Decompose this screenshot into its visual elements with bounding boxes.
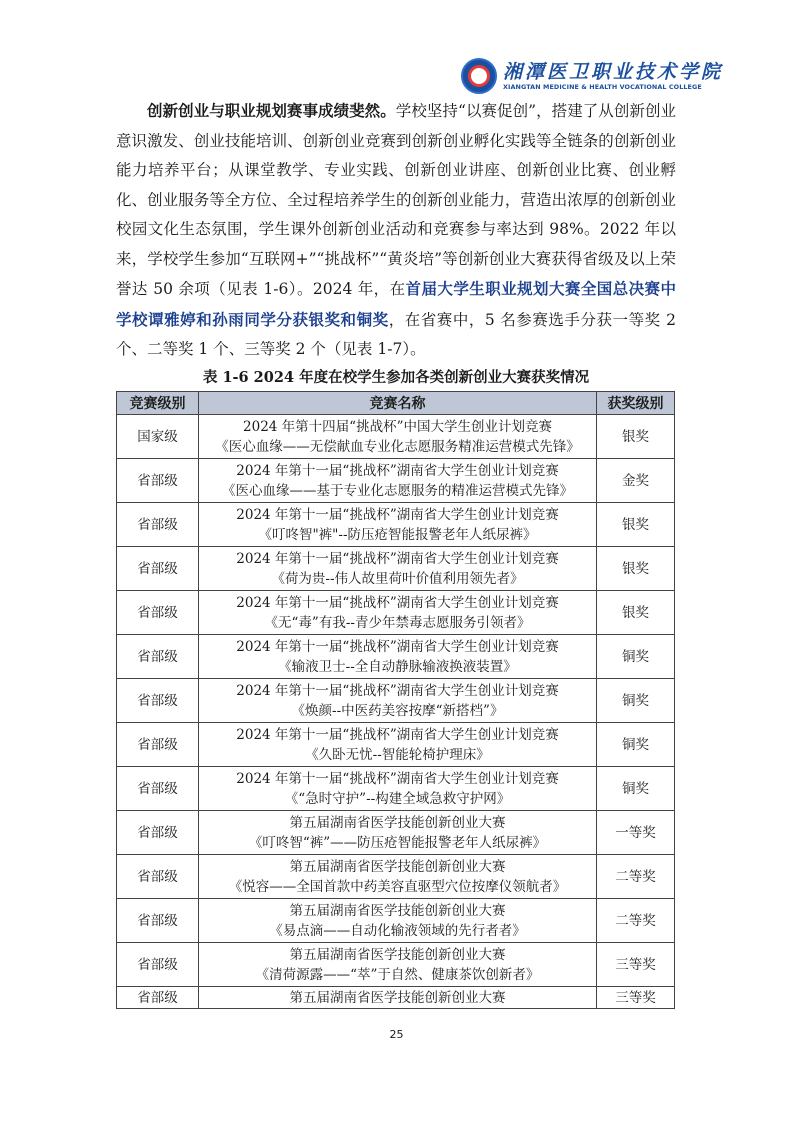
cell-competition	[199, 547, 597, 591]
cell-award: 铜奖	[597, 679, 675, 723]
cell-level: 省部级	[117, 459, 199, 503]
cell-competition	[199, 635, 597, 679]
table-row	[117, 459, 675, 503]
cell-level: 省部级	[117, 811, 199, 855]
table-row	[117, 943, 675, 987]
table-row	[117, 899, 675, 943]
project-name: 《“急时守护”--构建全域急救守护网》	[284, 790, 511, 807]
project-name: 《医心血缘——无偿献血专业化志愿服务精准运营模式先锋》	[215, 438, 580, 455]
table-caption: 表 1-6 2024 年度在校学生参加各类创新创业大赛获奖情况	[202, 369, 590, 386]
table-row	[117, 591, 675, 635]
competition-name: 2024 年第十一届“挑战杯”湖南省大学生创业计划竞赛	[236, 770, 559, 787]
competition-name: 第五届湖南省医学技能创新创业大赛	[289, 989, 506, 1006]
page-number: 25	[389, 1028, 404, 1041]
project-name: 《清荷源露——“萃”于自然、健康茶饮创新者》	[255, 966, 540, 983]
paragraph-text-2: ，在省赛中，5 名参赛选手分获一等奖 2 个、二等奖 1 个、三等奖 2 个（见表 1-7）。	[116, 310, 676, 358]
table-row	[117, 855, 675, 899]
cell-competition	[199, 767, 597, 811]
cell-level: 省部级	[117, 547, 199, 591]
cell-level: 省部级	[117, 767, 199, 811]
cell-level: 省部级	[117, 723, 199, 767]
table-row	[117, 503, 675, 547]
project-name: 《叮咚智“裤”——防压疮智能报警老年人纸尿裤》	[248, 834, 547, 851]
cell-award: 一等奖	[597, 811, 675, 855]
cell-award: 银奖	[597, 503, 675, 547]
project-name: 《悦容——全国首款中药美容直驱型穴位按摩仪领航者》	[228, 878, 567, 895]
cell-competition	[199, 503, 597, 547]
paragraph-text-1: 学校坚持“以赛促创”，搭建了从创新创业意识激发、创业技能培训、创新创业竞赛到创新创业孵化实践等全链条的创新创业能力培养平台；从课堂教学、专业实践、创新创业讲座、创新创业比赛、创业孵化、创业服务等全方位、全过程培养学生的创新创业能力，营造出浓厚的创新创业校园文化生态氛围，学生课外创新创业活动和竞赛参与率达到 98%。2022 年以来，学校学生参加“互联网+”“挑战杯”“黄炎培”等创新创业大赛获得省级及以上荣誉达 50 余项（见表 1-6）。2024 年，在	[116, 102, 676, 298]
header-competition: 竞赛名称	[199, 392, 597, 415]
table-row	[117, 635, 675, 679]
cell-level: 省部级	[117, 503, 199, 547]
header-award: 获奖级别	[597, 392, 675, 415]
cell-competition	[199, 723, 597, 767]
competition-name: 2024 年第十一届“挑战杯”湖南省大学生创业计划竞赛	[236, 726, 559, 743]
cell-competition	[199, 899, 597, 943]
header-logo	[461, 58, 723, 94]
cell-award: 银奖	[597, 415, 675, 459]
cell-award: 二等奖	[597, 899, 675, 943]
cell-competition	[199, 459, 597, 503]
cell-competition	[199, 679, 597, 723]
project-name: 《输液卫士--全自动静脉输液换液装置》	[278, 658, 517, 675]
competition-name: 2024 年第十四届“挑战杯”中国大学生创业计划竞赛	[243, 418, 552, 435]
cell-award: 铜奖	[597, 635, 675, 679]
cell-level: 省部级	[117, 591, 199, 635]
cell-award: 二等奖	[597, 855, 675, 899]
cell-award: 三等奖	[597, 987, 675, 1009]
project-name: 《无“毒”有我--青少年禁毒志愿服务引领者》	[264, 614, 531, 631]
table-row	[117, 679, 675, 723]
project-name: 《医心血缘——基于专业化志愿服务的精准运营模式先锋》	[222, 482, 573, 499]
cell-competition	[199, 591, 597, 635]
cell-level: 省部级	[117, 679, 199, 723]
cell-competition	[199, 811, 597, 855]
table-row	[117, 415, 675, 459]
cell-award: 银奖	[597, 547, 675, 591]
table-row	[117, 723, 675, 767]
cell-competition	[199, 987, 597, 1009]
school-name-en: XIANGTAN MEDICINE & HEALTH VOCATIONAL COLLEGE	[502, 82, 702, 91]
competition-name: 第五届湖南省医学技能创新创业大赛	[289, 946, 506, 963]
cell-competition	[199, 855, 597, 899]
cell-award: 银奖	[597, 591, 675, 635]
cell-level: 省部级	[117, 635, 199, 679]
header-level: 竞赛级别	[117, 392, 199, 415]
cell-award: 三等奖	[597, 943, 675, 987]
cell-award: 铜奖	[597, 767, 675, 811]
cell-award: 铜奖	[597, 723, 675, 767]
project-name: 《荷为贵--伟人故里荷叶价值利用领先者》	[271, 570, 524, 587]
competition-name: 2024 年第十一届“挑战杯”湖南省大学生创业计划竞赛	[236, 682, 559, 699]
project-name: 《叮咚智"裤"--防压疮智能报警老年人纸尿裤》	[258, 526, 537, 543]
cell-level: 国家级	[117, 415, 199, 459]
cell-competition	[199, 943, 597, 987]
table-header-row	[117, 392, 675, 415]
table-row	[117, 811, 675, 855]
cell-level: 省部级	[117, 855, 199, 899]
project-name: 《易点滴——自动化输液领域的先行者者》	[269, 922, 526, 939]
competition-name: 2024 年第十一届“挑战杯”湖南省大学生创业计划竞赛	[236, 594, 559, 611]
paragraph-highlight: 首届大学生职业规划大赛全国总决赛中学校谭雅婷和孙雨同学分获银奖和铜奖	[116, 279, 676, 329]
school-name-cn: 湘潭医卫职业技术学院	[502, 60, 723, 83]
body-paragraph	[116, 96, 676, 365]
competition-name: 2024 年第十一届“挑战杯”湖南省大学生创业计划竞赛	[236, 550, 559, 567]
competition-name: 2024 年第十一届“挑战杯”湖南省大学生创业计划竞赛	[236, 506, 559, 523]
competition-name: 第五届湖南省医学技能创新创业大赛	[289, 814, 506, 831]
project-name: 《久卧无忧--智能轮椅护理床》	[305, 746, 490, 763]
awards-table	[116, 391, 675, 1009]
competition-name: 2024 年第十一届“挑战杯”湖南省大学生创业计划竞赛	[236, 638, 559, 655]
cell-level: 省部级	[117, 943, 199, 987]
table-row	[117, 767, 675, 811]
cell-award: 金奖	[597, 459, 675, 503]
cell-level: 省部级	[117, 987, 199, 1009]
competition-name: 2024 年第十一届“挑战杯”湖南省大学生创业计划竞赛	[236, 462, 559, 479]
project-name: 《焕颜--中医药美容按摩“新搭档”》	[291, 702, 504, 719]
competition-name: 第五届湖南省医学技能创新创业大赛	[289, 858, 506, 875]
paragraph-lead: 创新创业与职业规划赛事成绩斐然。	[147, 101, 396, 120]
table-row	[117, 547, 675, 591]
competition-name: 第五届湖南省医学技能创新创业大赛	[289, 902, 506, 919]
logo-text	[503, 61, 723, 92]
cell-level: 省部级	[117, 899, 199, 943]
cell-competition	[199, 415, 597, 459]
table-row	[117, 987, 675, 1009]
college-emblem-icon	[461, 58, 497, 94]
